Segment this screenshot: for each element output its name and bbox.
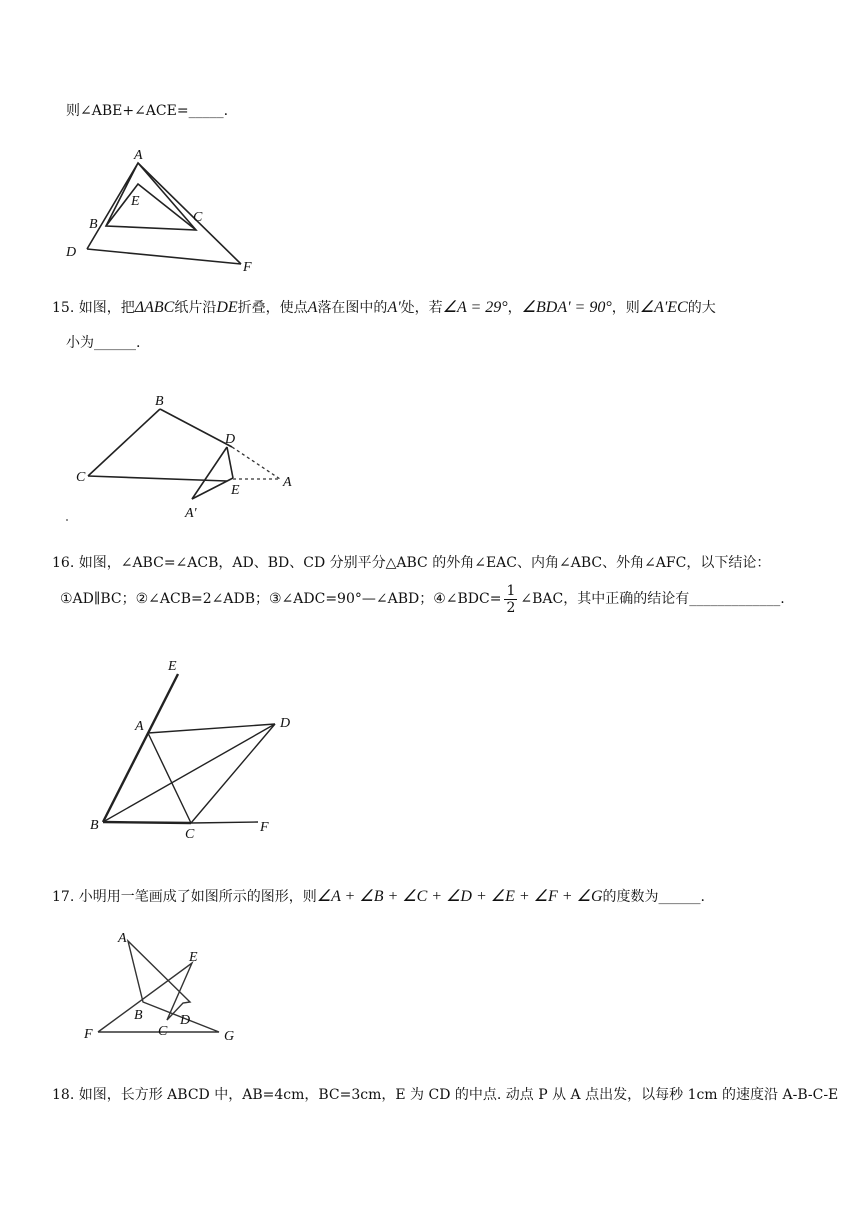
q16-text-line2-b: ∠BAC，其中正确的结论有_____________. — [520, 591, 785, 607]
fig17-label-a: A — [118, 931, 127, 946]
fig16-label-a: A — [135, 719, 144, 734]
q15-text-8: 的大 — [687, 300, 716, 316]
fig16-label-c: C — [185, 827, 195, 842]
q15-text-7: ，则 — [611, 300, 640, 316]
fig16-label-f: F — [260, 820, 269, 835]
q15-point-a: A — [307, 299, 318, 316]
fig14-label-b: B — [89, 217, 98, 232]
q18-text-line1: 18. 如图，长方形 ABCD 中，AB=4cm，BC=3cm，E 为 CD 的中点. 动点 P 从 A 点出发，以每秒 1cm 的速度沿 A-B-C-E — [52, 1087, 839, 1103]
fig14-label-e: E — [131, 194, 140, 209]
q16-text-line2-a: ①AD∥BC；②∠ACB=2∠ADB；③∠ADC=90°—∠ABD；④∠BDC= — [60, 591, 502, 607]
fig16-label-d: D — [280, 716, 291, 731]
q15-a-prime: A' — [387, 299, 401, 316]
fig14-label-f: F — [243, 260, 252, 275]
q17-text-2: 的度数为______. — [602, 889, 705, 905]
q16-text-line1: 16. 如图，∠ABC=∠ACB，AD、BD、CD 分别平分△ABC 的外角∠EAC、内角∠ABC、外角∠AFC，以下结论： — [52, 555, 771, 571]
q15-text-5: 处，若 — [400, 300, 443, 316]
fig14-label-d: D — [66, 245, 77, 260]
q15-cond-2: ∠BDA' = 90° — [521, 299, 612, 316]
fig17-label-b: B — [134, 1008, 143, 1023]
fig14-label-a: A — [134, 148, 143, 163]
fig15-label-a: A — [283, 475, 292, 490]
q15-de: DE — [216, 299, 238, 316]
q16-fraction-denominator: 2 — [506, 599, 516, 616]
q15-text-line2: 小为______. — [66, 335, 141, 351]
q15-target: ∠A'EC — [639, 299, 688, 316]
fig14-label-c: C — [193, 210, 203, 225]
fig17-label-d: D — [180, 1013, 191, 1028]
fig15-label-c: C — [76, 470, 86, 485]
fig15-label-e: E — [231, 483, 240, 498]
q17-expression: ∠A + ∠B + ∠C + ∠D + ∠E + ∠F + ∠G — [316, 888, 603, 905]
fig15-label-b: B — [155, 394, 164, 409]
fig15-label-a-prime: A' — [185, 506, 197, 521]
q15-triangle: ΔABC — [134, 299, 175, 316]
q15-text-3: 折叠，使点 — [237, 300, 308, 316]
fig16-label-e: E — [168, 659, 177, 674]
q18-line1 — [52, 1085, 838, 1105]
fig17-label-g: G — [224, 1029, 235, 1044]
q15-text-6: ， — [507, 300, 522, 316]
q14-text: 则∠ABE+∠ACE=_____. — [66, 103, 229, 119]
q15-cond-1: ∠A = 29° — [442, 299, 508, 316]
fig17-label-f: F — [84, 1027, 93, 1042]
q15-number: 15. — [52, 300, 75, 316]
q17-number: 17. — [52, 889, 75, 905]
q15-text-4: 落在图中的 — [317, 300, 388, 316]
fig16-label-b: B — [90, 818, 99, 833]
q15-text-2: 纸片沿 — [174, 300, 217, 316]
q15-text-1: 如图，把 — [78, 300, 135, 316]
fig15-label-d: D — [225, 432, 236, 447]
fig17-label-e: E — [189, 950, 198, 965]
q17-text-1: 小明用一笔画成了如图所示的图形，则 — [78, 889, 317, 905]
fig17-label-c: C — [158, 1024, 168, 1039]
q16-fraction-numerator: 1 — [506, 582, 516, 599]
fig17-one-stroke-figure — [98, 941, 219, 1032]
